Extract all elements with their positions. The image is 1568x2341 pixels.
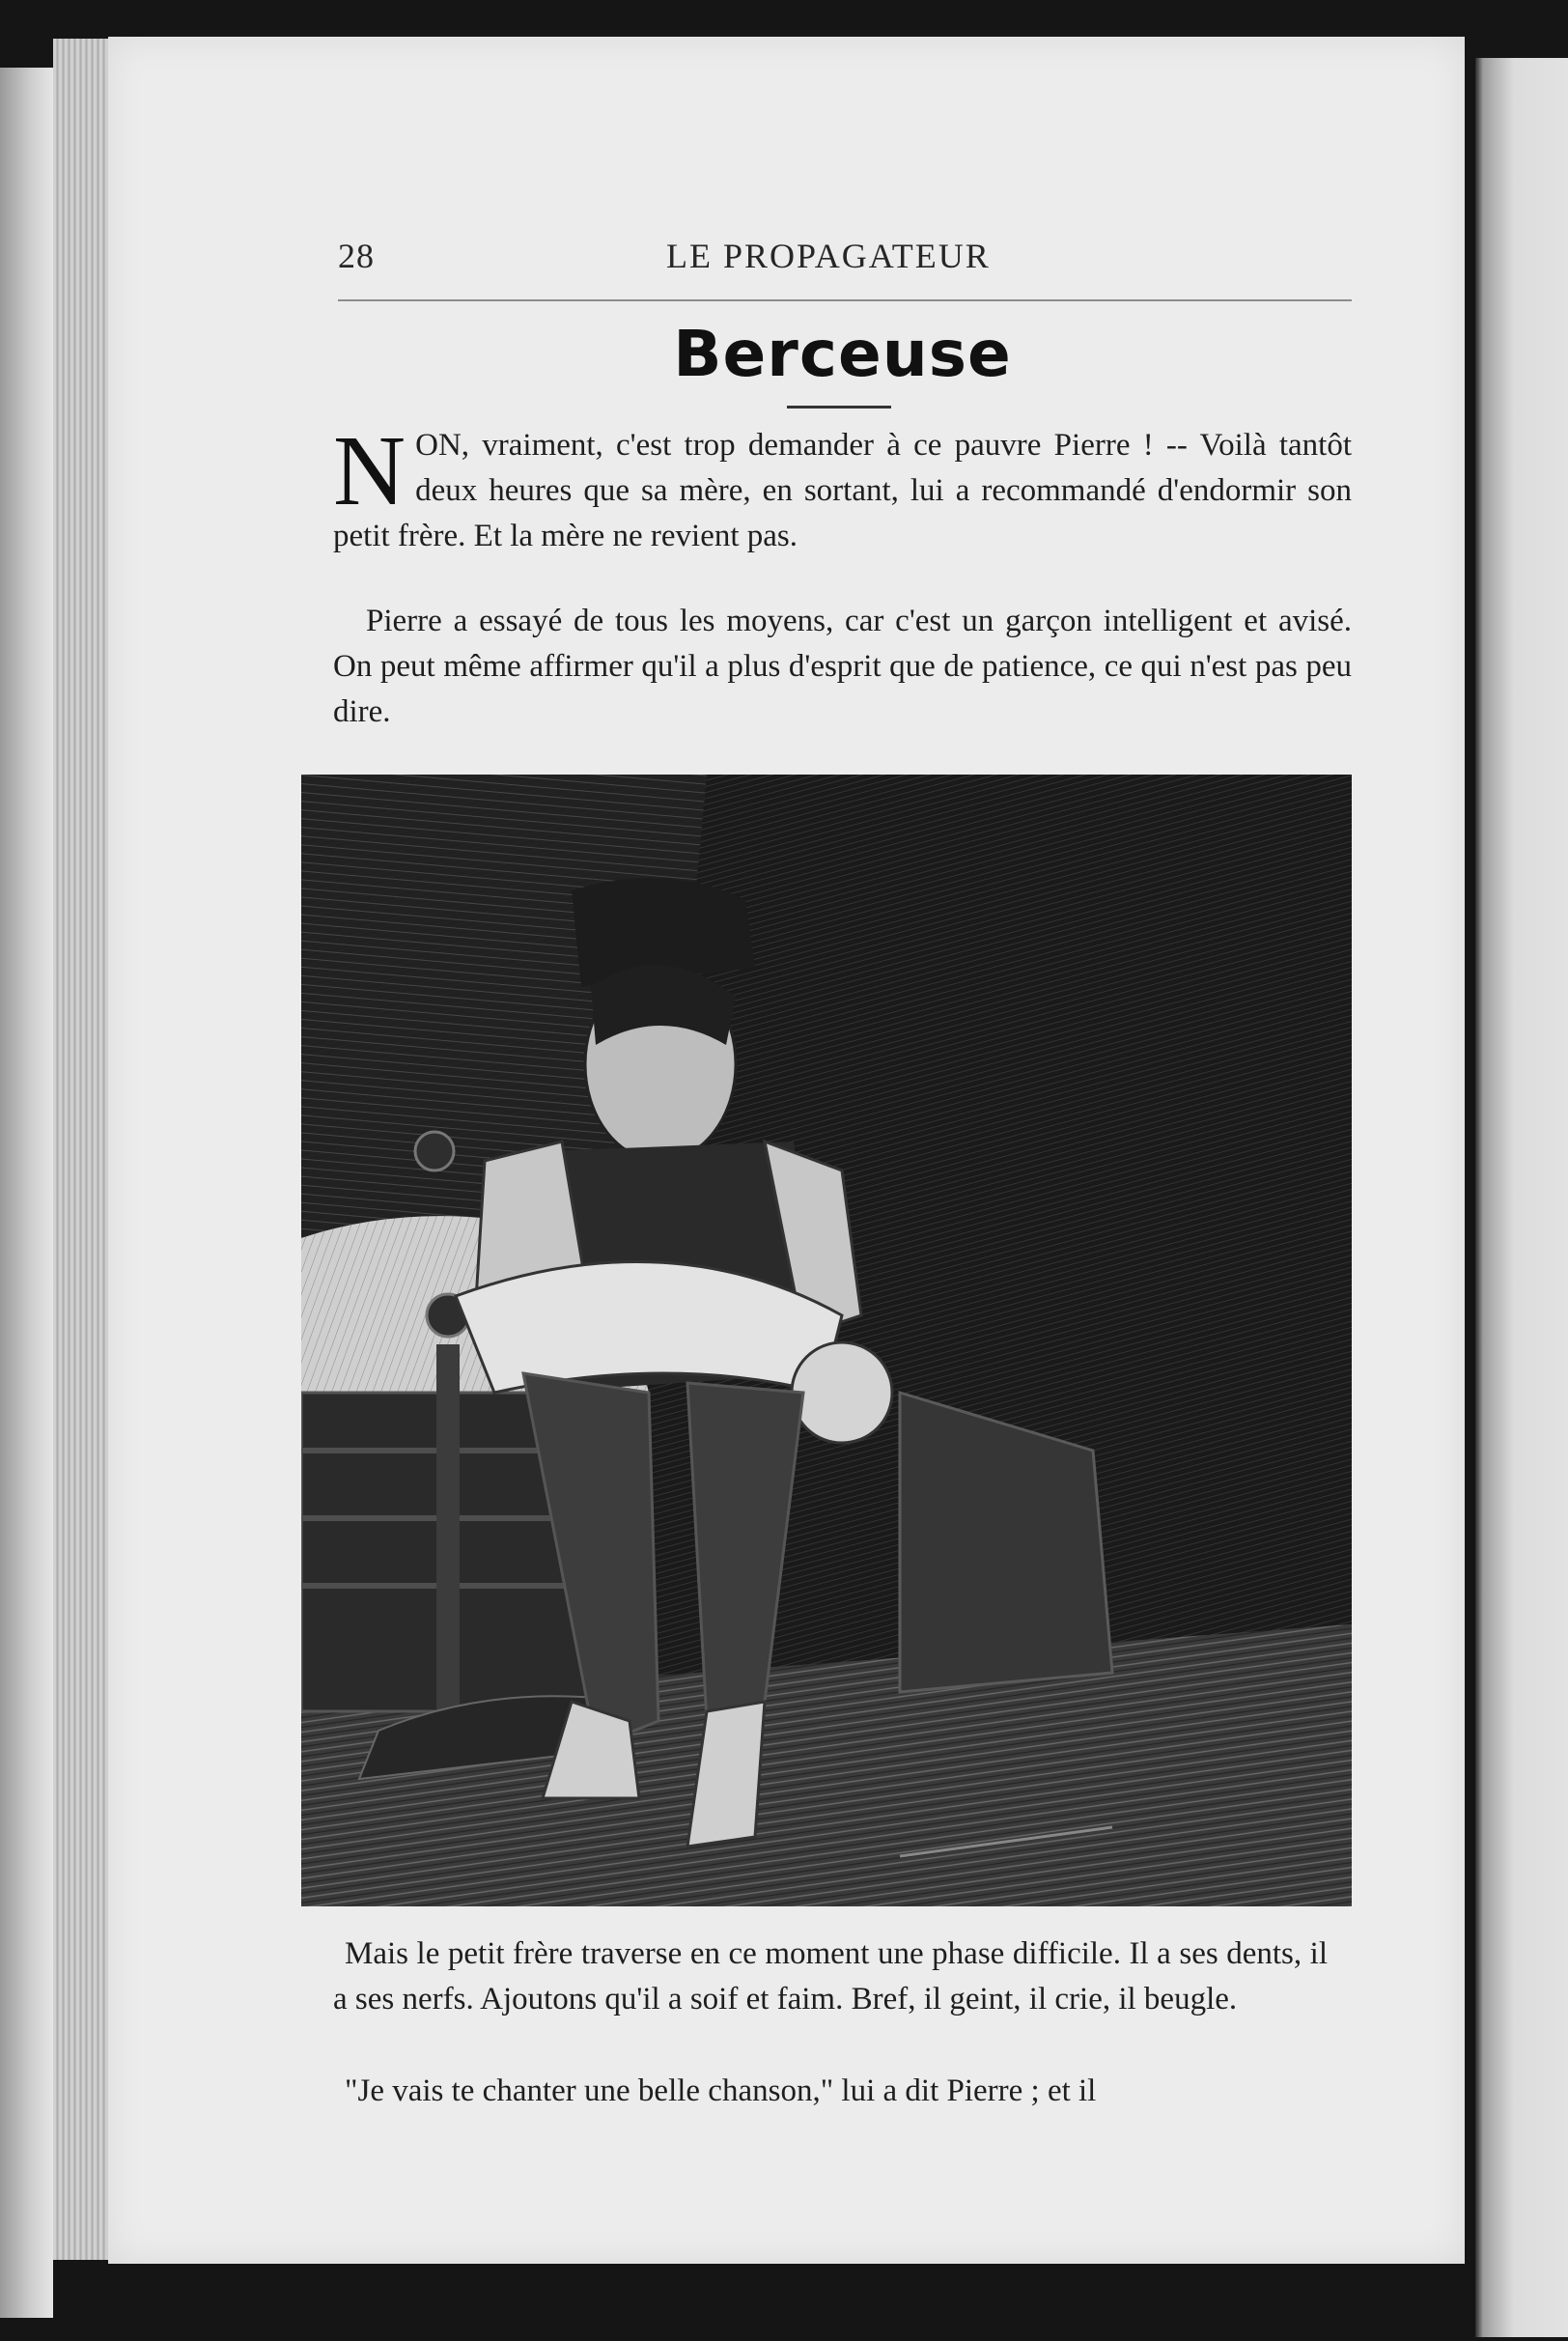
next-page-edge xyxy=(1475,58,1568,2337)
boy-with-baby-engraving xyxy=(301,775,1352,1906)
title-rule xyxy=(787,406,891,409)
paragraph-2: Pierre a essayé de tous les moyens, car c'est un garçon intelligent et avisé. On peut même affirmer qu'il a plus d'esprit que de patience, ce qui n'est pas peu dire. xyxy=(333,604,1352,729)
paragraph-3: Mais le petit frère traverse en ce moment une phase difficile. Il a ses dents, il a ses nerfs. Ajoutons qu'il a soif et faim. Bref, il geint, il crie, il beugle. xyxy=(333,1936,1328,2017)
paragraph-4: "Je vais te chanter une belle chanson," lui a dit Pierre ; et il xyxy=(345,2073,1097,2108)
header-rule xyxy=(338,299,1352,301)
article-title: Berceuse xyxy=(673,317,1012,391)
page-number: 28 xyxy=(338,237,375,275)
publication-title: LE PROPAGATEUR xyxy=(666,237,991,275)
small-caps-opening: ON, xyxy=(415,428,470,463)
paragraph-1-text: vraiment, c'est trop demander à ce pauvre Pierre ! -- Voilà tantôt deux heures que sa mère, en sortant, lui a recommandé d'endormir son petit frère. Et la mère ne revient pas. xyxy=(333,428,1352,553)
paragraph-1 xyxy=(333,415,1352,559)
engraving-illustration xyxy=(301,775,1352,1906)
left-page-edge xyxy=(0,68,53,2318)
running-head xyxy=(338,236,1352,284)
drop-cap: N xyxy=(333,415,406,526)
